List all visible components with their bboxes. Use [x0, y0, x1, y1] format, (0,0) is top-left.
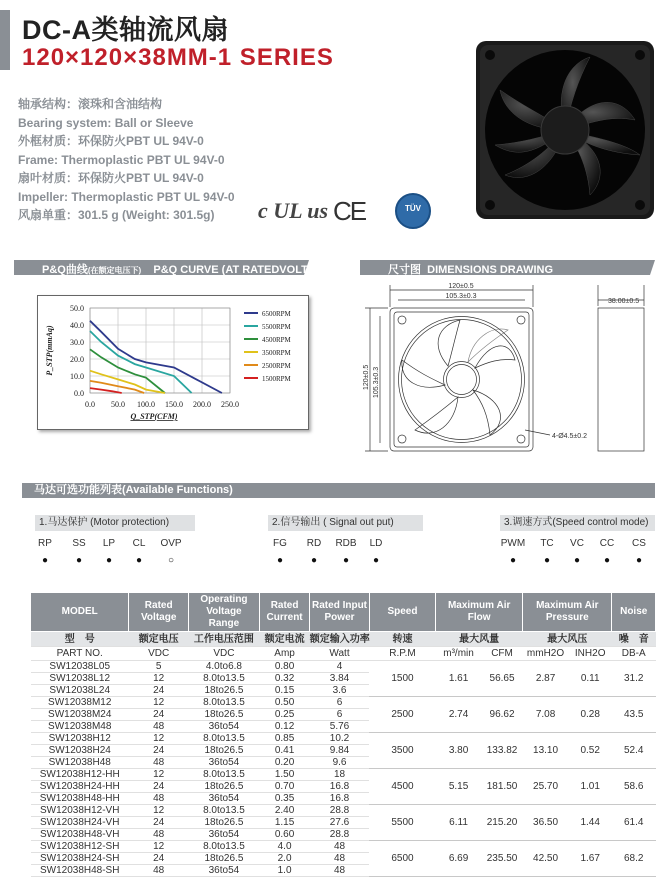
performance-cell: 133.82: [481, 733, 522, 769]
y-tick-label: 40.0: [70, 321, 84, 330]
performance-cell: 2500: [369, 697, 435, 733]
function-label: OVP: [160, 538, 182, 549]
table-cell: 28.8: [310, 829, 370, 841]
model-cell: SW12038H12: [31, 733, 129, 745]
table-cell: 0.35: [259, 793, 309, 805]
table-cell: 16.8: [310, 793, 370, 805]
motor-protection-group: [35, 515, 195, 531]
table-cell: 18to26.5: [188, 685, 259, 697]
performance-cell: 1.01: [568, 769, 612, 805]
series-line-4500rpm: [90, 349, 165, 393]
speed-control-title: 3.调速方式(Speed control mode): [500, 515, 655, 531]
header-accent-bar: [0, 10, 10, 70]
model-cell: SW12038L12: [31, 673, 129, 685]
function-availability-marker: ●: [135, 555, 143, 566]
performance-cell: 3500: [369, 733, 435, 769]
col-header-rated-voltage: Rated Voltage: [129, 593, 189, 632]
dim-width-label: 120±0.5: [448, 283, 474, 290]
table-cell: 18to26.5: [188, 781, 259, 793]
model-cell: SW12038H12-SH: [31, 841, 129, 853]
performance-cell: 1500: [369, 661, 435, 697]
unit-cell: CFM: [481, 647, 522, 661]
unit-cell: Watt: [310, 647, 370, 661]
signal-output-group: [268, 515, 423, 531]
signal-output-title: 2.信号输出 ( Signal out put): [268, 515, 423, 531]
performance-cell: 5500: [369, 805, 435, 841]
model-cell: SW12038H12-VH: [31, 805, 129, 817]
table-cell: 0.15: [259, 685, 309, 697]
legend-label: 5500RPM: [262, 323, 291, 331]
performance-cell: 58.6: [612, 769, 656, 805]
spec-table: [30, 592, 656, 877]
table-cell: 4.0: [259, 841, 309, 853]
table-row: [31, 661, 656, 673]
performance-cell: 68.2: [612, 841, 656, 877]
function-availability-marker: ●: [573, 555, 581, 566]
table-cell: 12: [129, 769, 189, 781]
table-cell: 0.85: [259, 733, 309, 745]
table-cell: 2.40: [259, 805, 309, 817]
performance-cell: 6.69: [436, 841, 482, 877]
dim-height-label: 120±0.5: [363, 364, 370, 390]
function-availability-marker: ●: [603, 555, 611, 566]
unit-cell: Amp: [259, 647, 309, 661]
table-row: [31, 769, 656, 781]
model-cell: SW12038H48-HH: [31, 793, 129, 805]
speed-control-group: [500, 515, 655, 531]
spec-line: Bearing system: Ball or Sleeve: [18, 115, 194, 130]
performance-cell: 0.52: [568, 733, 612, 769]
spec-line: 轴承结构：滚珠和含油结构: [18, 97, 163, 111]
table-row: [31, 841, 656, 853]
table-cell: 6: [310, 709, 370, 721]
col-header-model: MODEL: [31, 593, 129, 632]
spec-line: Frame: Thermoplastic PBT UL 94V-0: [18, 152, 225, 167]
performance-cell: 52.4: [612, 733, 656, 769]
cn-header-cell: 最大风压: [523, 632, 612, 647]
y-tick-label: 10.0: [70, 372, 84, 381]
ul-certification-logo: c UL us: [258, 198, 329, 223]
table-cell: 48: [129, 721, 189, 733]
model-cell: SW12038H48-VH: [31, 829, 129, 841]
performance-cell: 2.87: [523, 661, 569, 697]
unit-cell: VDC: [129, 647, 189, 661]
table-cell: 18to26.5: [188, 817, 259, 829]
table-cell: 10.2: [310, 733, 370, 745]
performance-cell: 13.10: [523, 733, 569, 769]
performance-cell: 43.5: [612, 697, 656, 733]
cn-header-cell: 最大风量: [436, 632, 523, 647]
table-cell: 4.0to6.8: [188, 661, 259, 673]
performance-cell: 1.44: [568, 805, 612, 841]
model-cell: SW12038H12-HH: [31, 769, 129, 781]
function-availability-marker: ●: [75, 555, 83, 566]
performance-cell: 0.28: [568, 697, 612, 733]
y-axis-label: P_STP(mmAq): [45, 325, 54, 376]
x-tick-label: 0.0: [85, 400, 95, 409]
cn-header-cell: 型 号: [31, 632, 129, 647]
function-availability-marker: ●: [635, 555, 643, 566]
pq-curve-chart: [38, 296, 308, 429]
unit-cell: DB-A: [612, 647, 656, 661]
model-cell: SW12038H48-SH: [31, 865, 129, 877]
performance-cell: 56.65: [481, 661, 522, 697]
table-cell: 12: [129, 733, 189, 745]
table-cell: 24: [129, 709, 189, 721]
performance-cell: 25.70: [523, 769, 569, 805]
unit-cell: VDC: [188, 647, 259, 661]
table-cell: 1.50: [259, 769, 309, 781]
cn-header-cell: 工作电压范围: [188, 632, 259, 647]
function-label: FG: [273, 538, 287, 549]
table-cell: 27.6: [310, 817, 370, 829]
table-cell: 0.50: [259, 697, 309, 709]
performance-cell: 0.11: [568, 661, 612, 697]
table-unit-row: [31, 647, 656, 661]
function-label: PWM: [500, 538, 526, 549]
performance-cell: 1.67: [568, 841, 612, 877]
table-cell: 4: [310, 661, 370, 673]
performance-cell: 42.50: [523, 841, 569, 877]
fan-product-image: [470, 35, 660, 225]
table-cell: 48: [310, 853, 370, 865]
table-cell: 18: [310, 769, 370, 781]
spec-table-body: [31, 661, 656, 877]
table-cell: 8.0to13.5: [188, 769, 259, 781]
function-availability-marker: ●: [41, 555, 49, 566]
table-cell: 0.41: [259, 745, 309, 757]
model-cell: SW12038L24: [31, 685, 129, 697]
performance-cell: 181.50: [481, 769, 522, 805]
table-cell: 24: [129, 817, 189, 829]
functions-title: 马达可选功能列表(Available Functions): [34, 484, 233, 496]
unit-cell: R.P.M: [369, 647, 435, 661]
performance-cell: 1.61: [436, 661, 482, 697]
table-cell: 8.0to13.5: [188, 697, 259, 709]
legend-label: 3500RPM: [262, 349, 291, 357]
cn-header-cell: 噪 音: [612, 632, 656, 647]
table-row: [31, 733, 656, 745]
table-cell: 18to26.5: [188, 853, 259, 865]
spec-list: [18, 95, 235, 225]
model-cell: SW12038H24: [31, 745, 129, 757]
spec-line: 外框材质：环保防火PBT UL 94V-0: [18, 134, 204, 148]
function-availability-marker: ●: [342, 555, 350, 566]
function-label: LD: [369, 538, 383, 549]
table-cell: 12: [129, 805, 189, 817]
table-cell: 5: [129, 661, 189, 673]
dim-title-en: DIMENSIONS DRAWING: [427, 264, 554, 276]
table-cell: 0.70: [259, 781, 309, 793]
spec-line: 风扇单重：301.5 g (Weight: 301.5g): [18, 208, 215, 222]
function-availability-marker: ●: [509, 555, 517, 566]
function-label: SS: [72, 538, 86, 549]
dim-inner-height-label: 105.3±0.3: [373, 366, 380, 398]
cn-header-cell: 额定输入功率: [309, 633, 370, 645]
table-cell: 36to54: [188, 829, 259, 841]
table-cell: 12: [129, 697, 189, 709]
function-label: VC: [570, 538, 584, 549]
x-tick-label: 250.0: [221, 400, 239, 409]
model-cell: SW12038H24-HH: [31, 781, 129, 793]
dimensions-drawing: [360, 280, 660, 455]
x-tick-label: 200.0: [193, 400, 211, 409]
table-cell: 9.6: [310, 757, 370, 769]
table-cell: 12: [129, 673, 189, 685]
performance-cell: 31.2: [612, 661, 656, 697]
cn-header-cell: 额定电流: [259, 632, 309, 647]
y-tick-label: 50.0: [70, 304, 84, 313]
unit-cell: INH2O: [568, 647, 612, 661]
performance-cell: 61.4: [612, 805, 656, 841]
col-header-noise: Noise: [612, 593, 656, 632]
x-axis-label: Q_STP(CFM): [130, 412, 178, 421]
performance-cell: 235.50: [481, 841, 522, 877]
functions-section-bar: [22, 483, 655, 498]
table-header-row: [31, 593, 656, 632]
legend-label: 4500RPM: [262, 336, 291, 344]
dimension-section-bar: [360, 260, 655, 275]
performance-cell: 5.15: [436, 769, 482, 805]
table-cell: 48: [310, 841, 370, 853]
function-availability-marker: ●: [276, 555, 284, 566]
table-cell: 0.60: [259, 829, 309, 841]
pq-chart-frame: [37, 295, 309, 430]
table-cell: 1.15: [259, 817, 309, 829]
table-cell: 24: [129, 853, 189, 865]
col-header-air-pressure: Maximum Air Pressure: [523, 593, 612, 632]
function-availability-marker: ●: [310, 555, 318, 566]
table-cell: 18to26.5: [188, 745, 259, 757]
table-cell: 36to54: [188, 793, 259, 805]
table-cn-header-row: [31, 632, 656, 647]
function-availability-marker: ○: [167, 555, 175, 566]
function-label: RD: [306, 538, 322, 549]
dim-inner-width-label: 105.3±0.3: [445, 293, 477, 300]
series-title: 120×120×38MM-1 SERIES: [22, 44, 334, 71]
function-label: CC: [599, 538, 615, 549]
model-cell: SW12038H48: [31, 757, 129, 769]
table-cell: 8.0to13.5: [188, 733, 259, 745]
table-cell: 5.76: [310, 721, 370, 733]
table-cell: 0.32: [259, 673, 309, 685]
unit-cell: m³/min: [436, 647, 482, 661]
table-cell: 24: [129, 781, 189, 793]
function-availability-marker: ●: [543, 555, 551, 566]
model-cell: SW12038M24: [31, 709, 129, 721]
function-label: TC: [540, 538, 554, 549]
table-cell: 1.0: [259, 865, 309, 877]
dim-depth-label: 38.00±0.5: [608, 298, 640, 305]
table-cell: 24: [129, 745, 189, 757]
product-title: DC-A类轴流风扇: [22, 15, 229, 45]
spec-line: 扇叶材质：环保防火PBT UL 94V-0: [18, 171, 204, 185]
table-cell: 12: [129, 841, 189, 853]
motor-protection-title: 1.马达保护 (Motor protection): [35, 515, 195, 531]
table-cell: 3.6: [310, 685, 370, 697]
table-cell: 8.0to13.5: [188, 673, 259, 685]
performance-cell: 7.08: [523, 697, 569, 733]
spec-line: Impeller: Thermoplastic PBT UL 94V-0: [18, 189, 235, 204]
col-header-rated-current: Rated Current: [259, 593, 309, 632]
series-line-2500rpm: [90, 381, 144, 393]
dim-title-cn: 尺寸图: [388, 264, 421, 276]
table-cell: 48: [129, 793, 189, 805]
performance-cell: 6500: [369, 841, 435, 877]
pq-note: (在额定电压下): [87, 266, 142, 275]
table-cell: 8.0to13.5: [188, 841, 259, 853]
table-cell: 48: [129, 865, 189, 877]
model-cell: SW12038H24-SH: [31, 853, 129, 865]
model-cell: SW12038M12: [31, 697, 129, 709]
col-header-voltage-range: Operating Voltage Range: [188, 593, 259, 632]
performance-cell: 215.20: [481, 805, 522, 841]
unit-cell: PART NO.: [31, 647, 129, 661]
tuv-certification-logo: [395, 193, 431, 229]
table-cell: 18to26.5: [188, 709, 259, 721]
y-tick-label: 30.0: [70, 338, 84, 347]
pq-title-en: P&Q CURVE (AT RATEDVOLTAGE): [153, 264, 335, 276]
performance-cell: 96.62: [481, 697, 522, 733]
col-header-speed: Speed: [369, 593, 435, 632]
model-cell: SW12038L05: [31, 661, 129, 673]
col-header-air-flow: Maximum Air Flow: [436, 593, 523, 632]
table-cell: 24: [129, 685, 189, 697]
table-cell: 48: [310, 865, 370, 877]
legend-label: 1500RPM: [262, 375, 291, 383]
table-cell: 28.8: [310, 805, 370, 817]
table-cell: 36to54: [188, 757, 259, 769]
function-label: RDB: [335, 538, 357, 549]
cn-header-cell: 转速: [369, 632, 435, 647]
pq-section-bar: [14, 260, 335, 276]
performance-cell: 3.80: [436, 733, 482, 769]
y-tick-label: 20.0: [70, 355, 84, 364]
col-header-input-power: Rated Input Power: [310, 593, 370, 632]
function-label: CS: [632, 538, 646, 549]
table-cell: 48: [129, 757, 189, 769]
table-cell: 0.20: [259, 757, 309, 769]
table-cell: 3.84: [310, 673, 370, 685]
function-availability-marker: ●: [372, 555, 380, 566]
tuv-text: TÜV: [405, 204, 421, 213]
model-cell: SW12038H24-VH: [31, 817, 129, 829]
legend-label: 6500RPM: [262, 310, 291, 318]
table-cell: 0.25: [259, 709, 309, 721]
performance-cell: 36.50: [523, 805, 569, 841]
table-cell: 8.0to13.5: [188, 805, 259, 817]
table-cell: 16.8: [310, 781, 370, 793]
table-cell: 9.84: [310, 745, 370, 757]
performance-cell: 6.11: [436, 805, 482, 841]
legend-label: 2500RPM: [262, 362, 291, 370]
model-cell: SW12038M48: [31, 721, 129, 733]
table-row: [31, 805, 656, 817]
pq-title-cn: P&Q曲线: [42, 264, 88, 276]
x-tick-label: 100.0: [137, 400, 155, 409]
table-cell: 48: [129, 829, 189, 841]
table-cell: 36to54: [188, 721, 259, 733]
dim-hole-label: 4-Ø4.5±0.2: [552, 433, 587, 440]
x-tick-label: 150.0: [165, 400, 183, 409]
unit-cell: mmH2O: [523, 647, 569, 661]
series-line-1500rpm: [90, 388, 122, 393]
function-label: CL: [132, 538, 146, 549]
table-cell: 6: [310, 697, 370, 709]
table-cell: 2.0: [259, 853, 309, 865]
table-row: [31, 697, 656, 709]
function-label: RP: [38, 538, 52, 549]
function-label: LP: [102, 538, 116, 549]
performance-cell: 2.74: [436, 697, 482, 733]
table-cell: 0.80: [259, 661, 309, 673]
cn-header-cell: 额定电压: [129, 632, 189, 647]
ce-certification-logo: CE: [333, 196, 366, 226]
function-availability-marker: ●: [105, 555, 113, 566]
performance-cell: 4500: [369, 769, 435, 805]
x-tick-label: 50.0: [111, 400, 125, 409]
table-cell: 0.12: [259, 721, 309, 733]
table-cell: 36to54: [188, 865, 259, 877]
y-tick-label: 0.0: [74, 389, 84, 398]
